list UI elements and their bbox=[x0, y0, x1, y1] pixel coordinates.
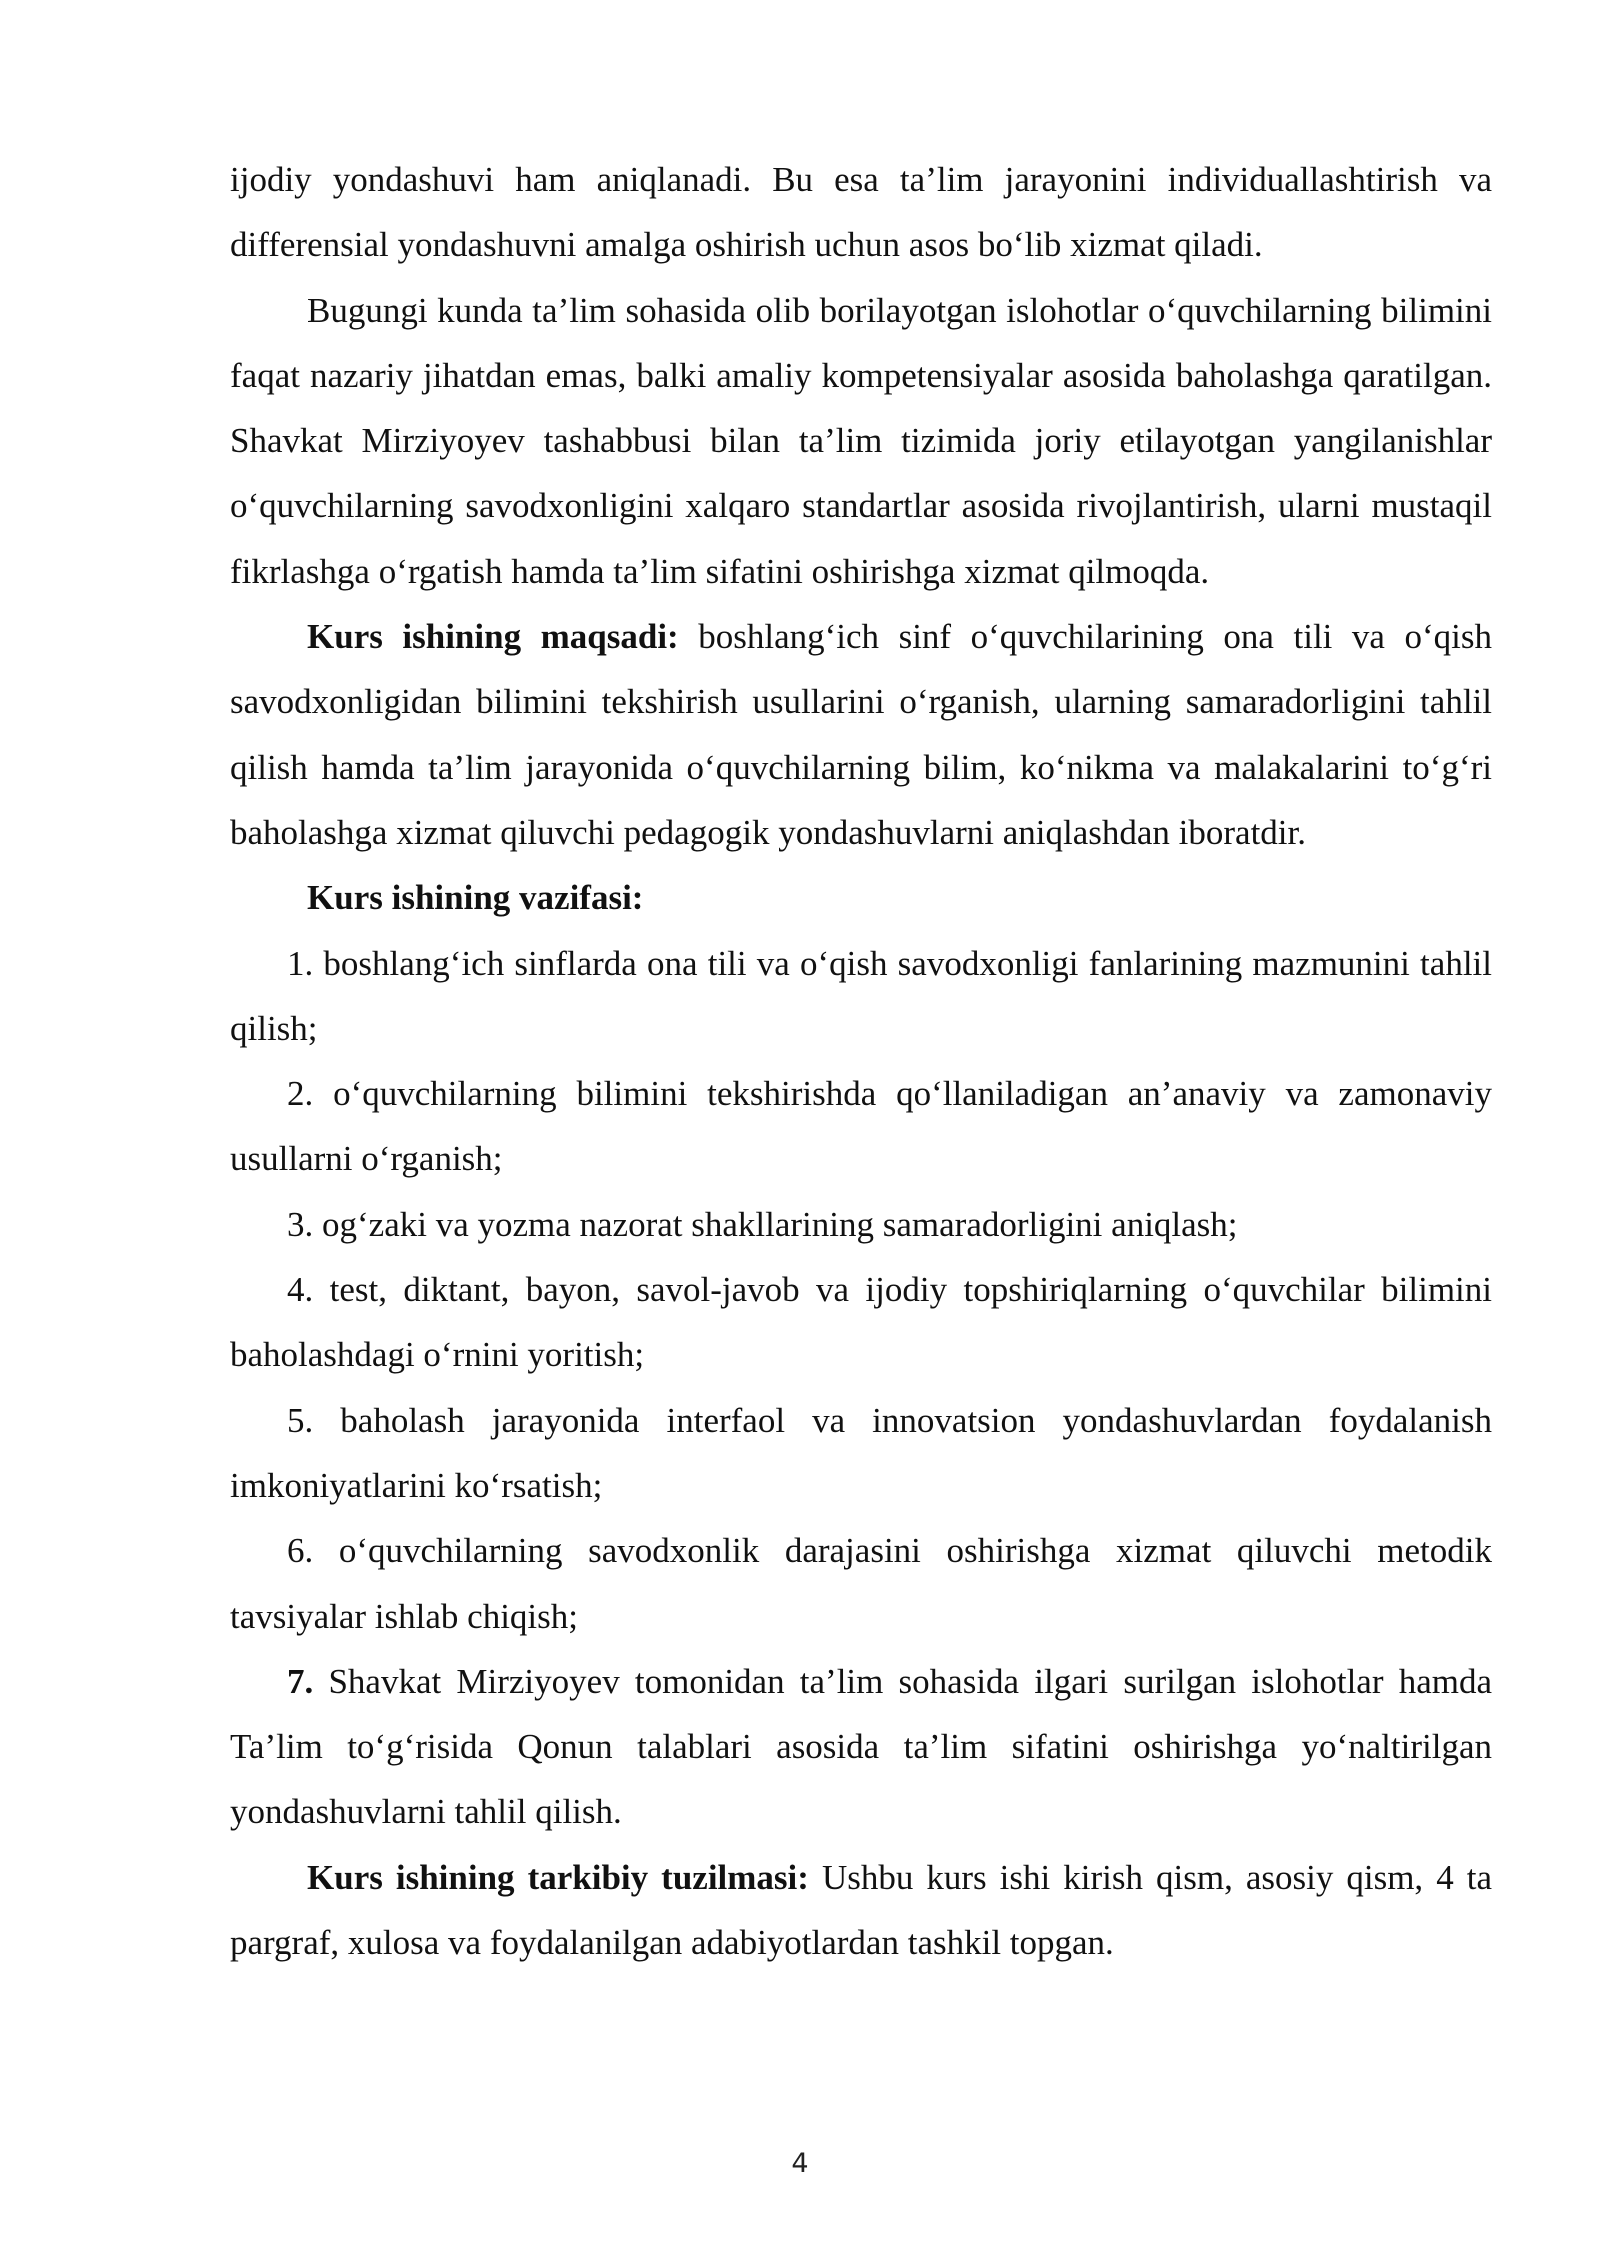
task-number: 3. bbox=[287, 1204, 314, 1244]
task-number: 7. bbox=[287, 1661, 314, 1701]
tasks-heading-paragraph bbox=[230, 865, 1492, 930]
goal-heading: Kurs ishining maqsadi: bbox=[307, 617, 679, 657]
structure-text: Ushbu kurs ishi kirish qism, asosiy qism, 4 ta pargraf, xulosa va foydalanilgan adabiyotlardan tashkil topgan. bbox=[230, 1857, 1492, 1963]
task-item-4 bbox=[230, 1257, 1492, 1388]
page-number: 4 bbox=[791, 2148, 809, 2179]
task-text: boshlang‘ich sinflarda ona tili va o‘qish savodxonligi fanlarining mazmunini tahlil qilish; bbox=[230, 943, 1492, 1048]
task-number: 4. bbox=[287, 1270, 314, 1310]
tasks-heading: Kurs ishining vazifasi: bbox=[307, 878, 644, 918]
task-text: Shavkat Mirziyoyev tomonidan ta’lim sohasida ilgari surilgan islohotlar hamda Ta’lim to‘g‘risida Qonun talablari asosida ta’lim sifatini oshirishga yo‘naltirilgan yondashuvlarni tahlil qilish. bbox=[230, 1661, 1492, 1832]
task-item-7 bbox=[230, 1649, 1492, 1845]
task-text: o‘quvchilarning savodxonlik darajasini oshirishga xizmat qiluvchi metodik tavsiyalar ishlab chiqish; bbox=[230, 1531, 1492, 1636]
task-item-1 bbox=[230, 931, 1492, 1062]
task-text: o‘quvchilarning bilimini tekshirishda qo‘llaniladigan an’anaviy va zamonaviy usullarni o‘rganish; bbox=[230, 1074, 1492, 1179]
task-number: 6. bbox=[287, 1531, 314, 1571]
paragraph-structure bbox=[230, 1845, 1492, 1976]
task-item-5 bbox=[230, 1388, 1492, 1519]
structure-heading: Kurs ishining tarkibiy tuzilmasi: bbox=[307, 1857, 809, 1897]
paragraph-intro-continuation: ijodiy yondashuvi ham aniqlanadi. Bu esa ta’lim jarayonini individuallashtirish va differensial yondashuvni amalga oshirish uchun asos bo‘lib xizmat qiladi. bbox=[230, 160, 1492, 265]
goal-text: boshlang‘ich sinf o‘quvchilarining ona tili va o‘qish savodxonligidan bilimini tekshirish usullarini o‘rganish, ularning samaradorligini tahlil qilish hamda ta’lim jarayonida o‘quvchilarning bilim, ko‘nikma va malakalarini to‘g‘ri baholashga xizmat qiluvchi pedagogik yondashuvlarni aniqlashdan iboratdir. bbox=[230, 617, 1492, 852]
task-text: baholash jarayonida interfaol va innovatsion yondashuvlardan foydalanish imkoniyatlarini ko‘rsatish; bbox=[230, 1400, 1492, 1505]
task-item-3 bbox=[230, 1192, 1492, 1257]
task-item-2 bbox=[230, 1061, 1492, 1192]
task-item-6 bbox=[230, 1518, 1492, 1649]
task-number: 5. bbox=[287, 1400, 314, 1440]
page-body bbox=[230, 147, 1492, 1975]
task-number: 2. bbox=[287, 1074, 314, 1114]
paragraph-reforms: Bugungi kunda ta’lim sohasida olib borilayotgan islohotlar o‘quvchilarning bilimini faqat nazariy jihatdan emas, balki amaliy kompetensiyalar asosida baholashga qaratilgan. Shavkat Mirziyoyev tashabbusi bilan ta’lim tizimida joriy etilayotgan yangilanishlar o‘quvchilarning savodxonligini xalqaro standartlar asosida rivojlantirish, ularni mustaqil fikrlashga o‘rgatish hamda ta’lim sifatini oshirishga xizmat qilmoqda. bbox=[230, 290, 1492, 591]
paragraph-goal bbox=[230, 604, 1492, 865]
task-text: og‘zaki va yozma nazorat shakllarining samaradorligini aniqlash; bbox=[313, 1204, 1238, 1244]
task-text: test, diktant, bayon, savol-javob va ijodiy topshiriqlarning o‘quvchilar bilimini baholashdagi o‘rnini yoritish; bbox=[230, 1270, 1492, 1375]
task-number: 1. bbox=[287, 943, 314, 983]
